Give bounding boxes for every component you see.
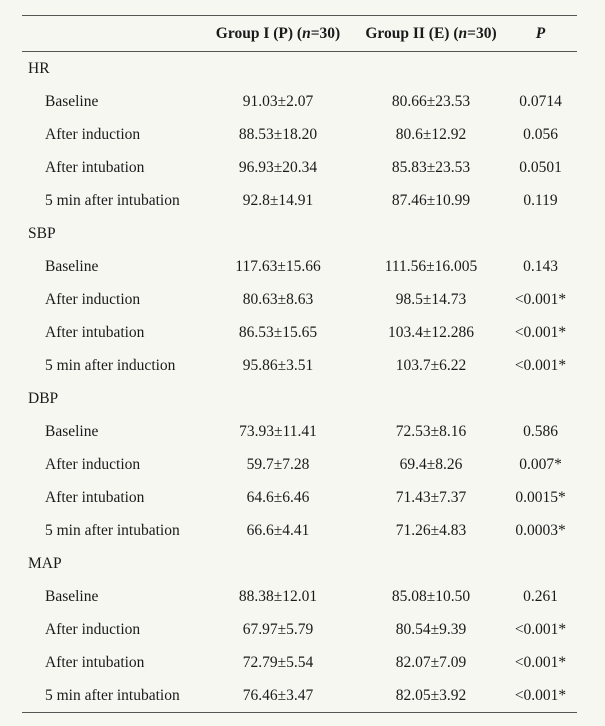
- table-row: [22, 448, 577, 481]
- group-2-value: 85.08±10.50: [391, 587, 471, 605]
- section-row: [22, 52, 577, 86]
- group-1-value: 91.03±2.07: [242, 92, 314, 110]
- header-p-value: P: [535, 24, 546, 42]
- group-2-value: 85.83±23.53: [391, 158, 471, 176]
- table-row: [22, 184, 577, 217]
- group-1-value: 96.93±20.34: [238, 158, 318, 176]
- row-label: 5 min after intubation: [45, 191, 180, 209]
- section-empty-cell: [198, 52, 358, 86]
- section-empty-cell: [358, 382, 504, 415]
- section-empty-cell: [358, 547, 504, 580]
- section-title: MAP: [28, 554, 62, 572]
- section-empty-cell: [198, 547, 358, 580]
- table-row: [22, 613, 577, 646]
- section-empty-cell: [198, 382, 358, 415]
- header-group-1-prefix: Group I (P) (: [215, 24, 303, 42]
- p-value: 0.0003*: [515, 521, 566, 539]
- table-container: [22, 15, 577, 713]
- header-group-2-n: n: [458, 24, 468, 42]
- p-value: <0.001*: [514, 686, 567, 704]
- section-title: DBP: [28, 389, 59, 407]
- section-title: HR: [28, 59, 50, 77]
- group-2-value: 98.5±14.73: [395, 290, 467, 308]
- group-2-value: 72.53±8.16: [395, 422, 467, 440]
- section-empty-cell: [504, 382, 577, 415]
- group-2-value: 80.54±9.39: [395, 620, 467, 638]
- p-value: 0.261: [523, 587, 558, 605]
- group-1-value: 92.8±14.91: [242, 191, 314, 209]
- data-table: [22, 15, 577, 713]
- group-1-value: 117.63±15.66: [235, 257, 321, 275]
- p-value: <0.001*: [514, 620, 567, 638]
- group-1-value: 80.63±8.63: [242, 290, 314, 308]
- section-empty-cell: [504, 217, 577, 250]
- group-2-value: 71.43±7.37: [395, 488, 467, 506]
- row-label: After induction: [45, 125, 141, 143]
- group-2-value: 69.4±8.26: [399, 455, 463, 473]
- table-row: [22, 118, 577, 151]
- row-label: Baseline: [45, 257, 99, 275]
- header-group-1-suffix: =30): [310, 24, 341, 42]
- row-label: 5 min after intubation: [45, 686, 180, 704]
- section-empty-cell: [358, 52, 504, 86]
- group-2-value: 82.07±7.09: [395, 653, 467, 671]
- p-value: <0.001*: [514, 653, 567, 671]
- group-1-value: 67.97±5.79: [242, 620, 314, 638]
- p-value: 0.0015*: [515, 488, 566, 506]
- group-2-value: 82.05±3.92: [395, 686, 467, 704]
- group-2-value: 103.4±12.286: [387, 323, 474, 341]
- group-2-value: 103.7±6.22: [395, 356, 467, 374]
- group-1-value: 72.79±5.54: [242, 653, 314, 671]
- p-value: 0.0501: [519, 158, 562, 176]
- header-group-2-suffix: =30): [467, 24, 497, 42]
- table-row: [22, 580, 577, 613]
- row-label: After intubation: [45, 158, 145, 176]
- table-row: [22, 85, 577, 118]
- row-label: After induction: [45, 290, 141, 308]
- header-group-1: [198, 16, 358, 52]
- p-value: 0.119: [523, 191, 558, 209]
- row-label: Baseline: [45, 92, 99, 110]
- p-value: 0.143: [523, 257, 558, 275]
- p-value: 0.586: [523, 422, 558, 440]
- section-row: [22, 217, 577, 250]
- group-2-value: 71.26±4.83: [395, 521, 467, 539]
- section-empty-cell: [504, 547, 577, 580]
- p-value: <0.001*: [514, 356, 567, 374]
- group-1-value: 64.6±6.46: [246, 488, 310, 506]
- row-label: 5 min after induction: [45, 356, 176, 374]
- p-value: <0.001*: [514, 290, 567, 308]
- section-title: SBP: [28, 224, 56, 242]
- group-1-value: 88.53±18.20: [238, 125, 318, 143]
- table-row: [22, 679, 577, 713]
- p-value: 0.0714: [519, 92, 562, 110]
- header-group-2-prefix: Group II (E) (: [365, 24, 459, 42]
- p-value: 0.056: [523, 125, 558, 143]
- table-row: [22, 415, 577, 448]
- row-label: After induction: [45, 620, 141, 638]
- section-row: [22, 382, 577, 415]
- section-empty-cell: [504, 52, 577, 86]
- table-row: [22, 283, 577, 316]
- header-group-2: [358, 16, 504, 52]
- row-label: After intubation: [45, 488, 145, 506]
- group-1-value: 76.46±3.47: [242, 686, 314, 704]
- row-label: Baseline: [45, 422, 99, 440]
- row-label: After intubation: [45, 323, 145, 341]
- group-1-value: 73.93±11.41: [239, 422, 317, 440]
- section-row: [22, 547, 577, 580]
- p-value: 0.007*: [519, 455, 562, 473]
- table-body: [22, 52, 577, 713]
- header-group-1-n: n: [302, 24, 311, 42]
- table-row: [22, 151, 577, 184]
- p-value: <0.001*: [514, 323, 567, 341]
- table-row: [22, 481, 577, 514]
- row-label: After induction: [45, 455, 141, 473]
- row-label: After intubation: [45, 653, 145, 671]
- header-empty: [22, 16, 198, 52]
- table-row: [22, 250, 577, 283]
- row-label: Baseline: [45, 587, 99, 605]
- group-2-value: 87.46±10.99: [391, 191, 471, 209]
- group-1-value: 95.86±3.51: [242, 356, 314, 374]
- group-1-value: 86.53±15.65: [238, 323, 318, 341]
- table-row: [22, 514, 577, 547]
- row-label: 5 min after intubation: [45, 521, 180, 539]
- table-row: [22, 646, 577, 679]
- group-2-value: 80.6±12.92: [395, 125, 467, 143]
- section-empty-cell: [358, 217, 504, 250]
- header-row: [22, 16, 577, 52]
- group-1-value: 66.6±4.41: [246, 521, 310, 539]
- table-row: [22, 349, 577, 382]
- group-1-value: 88.38±12.01: [238, 587, 318, 605]
- group-2-value: 111.56±16.005: [384, 257, 478, 275]
- group-2-value: 80.66±23.53: [391, 92, 471, 110]
- section-empty-cell: [198, 217, 358, 250]
- group-1-value: 59.7±7.28: [246, 455, 310, 473]
- table-row: [22, 316, 577, 349]
